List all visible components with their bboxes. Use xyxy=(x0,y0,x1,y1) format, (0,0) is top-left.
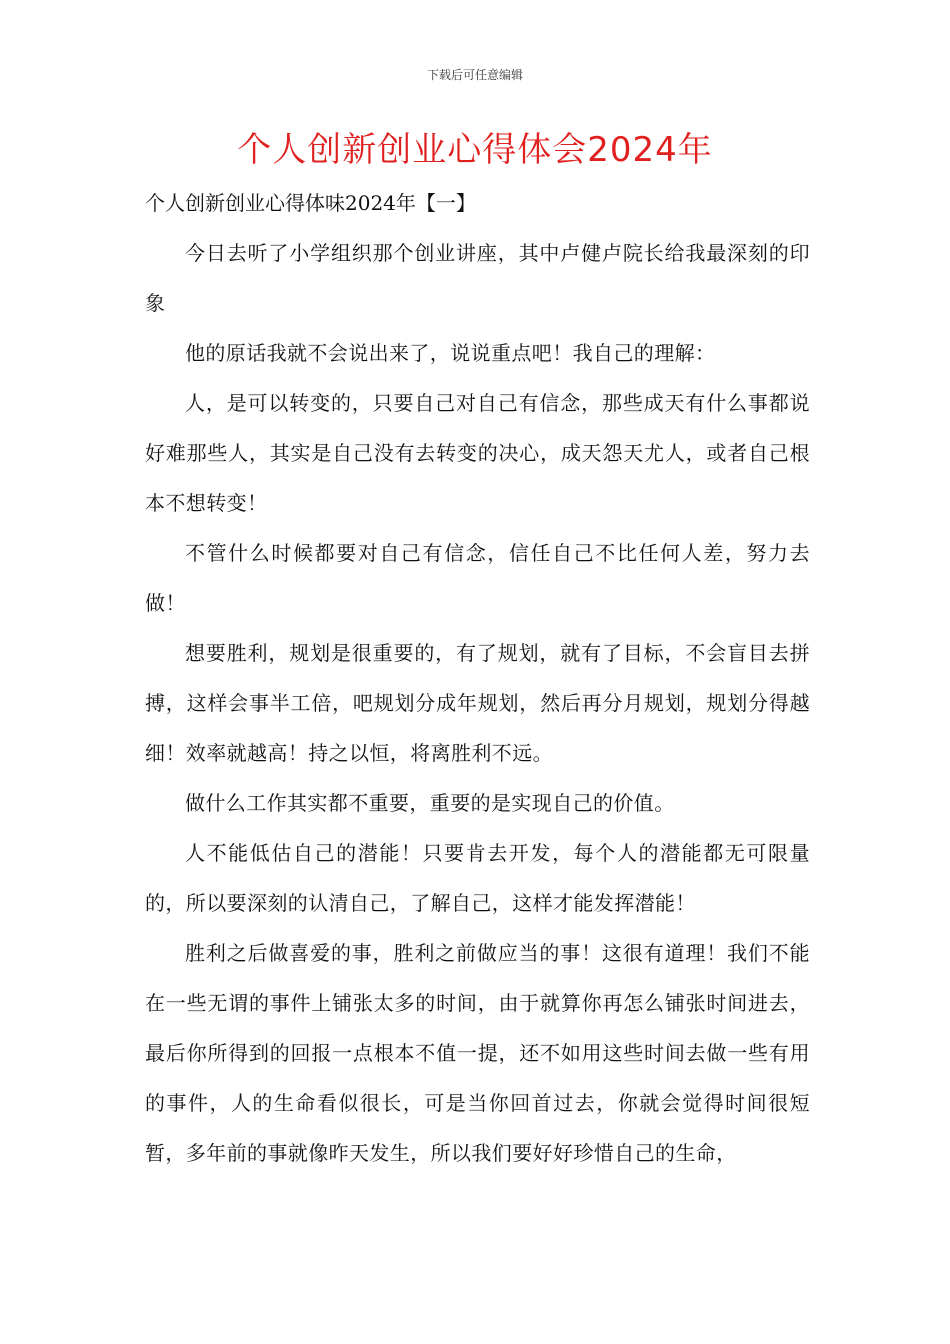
document-title: 个人创新创业心得体会2024年 xyxy=(237,130,713,170)
paragraph: 做什么工作其实都不重要，重要的是实现自己的价值。 xyxy=(185,791,675,815)
paragraph: 今日去听了小学组织那个创业讲座，其中卢健卢院长给我最深刻的印象 xyxy=(145,241,810,315)
section-subtitle: 个人创新创业心得体味2024年【一】 xyxy=(145,191,476,215)
paragraph: 人，是可以转变的，只要自己对自己有信念，那些成天有什么事都说好难那些人，其实是自己没有去转变的决心，成天怨天尤人，或者自己根本不想转变！ xyxy=(145,391,810,515)
paragraph: 胜利之后做喜爱的事，胜利之前做应当的事！这很有道理！我们不能在一些无谓的事件上铺张太多的时间，由于就算你再怎么铺张时间进去，最后你所得到的回报一点根本不值一提，还不如用这些时间去做一些有用的事件，人的生命看似很长，可是当你回首过去，你就会觉得时间很短暂，多年前的事就像昨天发生，所以我们要好好珍惜自己的生命， xyxy=(145,941,810,1165)
paragraph: 人不能低估自己的潜能！只要肯去开发，每个人的潜能都无可限量的，所以要深刻的认清自己，了解自己，这样才能发挥潜能！ xyxy=(145,841,810,915)
paragraph: 他的原话我就不会说出来了，说说重点吧！我自己的理解： xyxy=(185,341,716,365)
paragraph: 想要胜利，规划是很重要的，有了规划，就有了目标，不会盲目去拼搏，这样会事半工倍，吧规划分成年规划，然后再分月规划，规划分得越细！效率就越高！持之以恒，将离胜利不远。 xyxy=(145,641,810,765)
paragraph: 不管什么时候都要对自己有信念，信任自己不比任何人差，努力去做！ xyxy=(145,541,810,615)
document-body xyxy=(145,178,810,1178)
header-note: 下载后可任意编辑 xyxy=(426,68,523,82)
